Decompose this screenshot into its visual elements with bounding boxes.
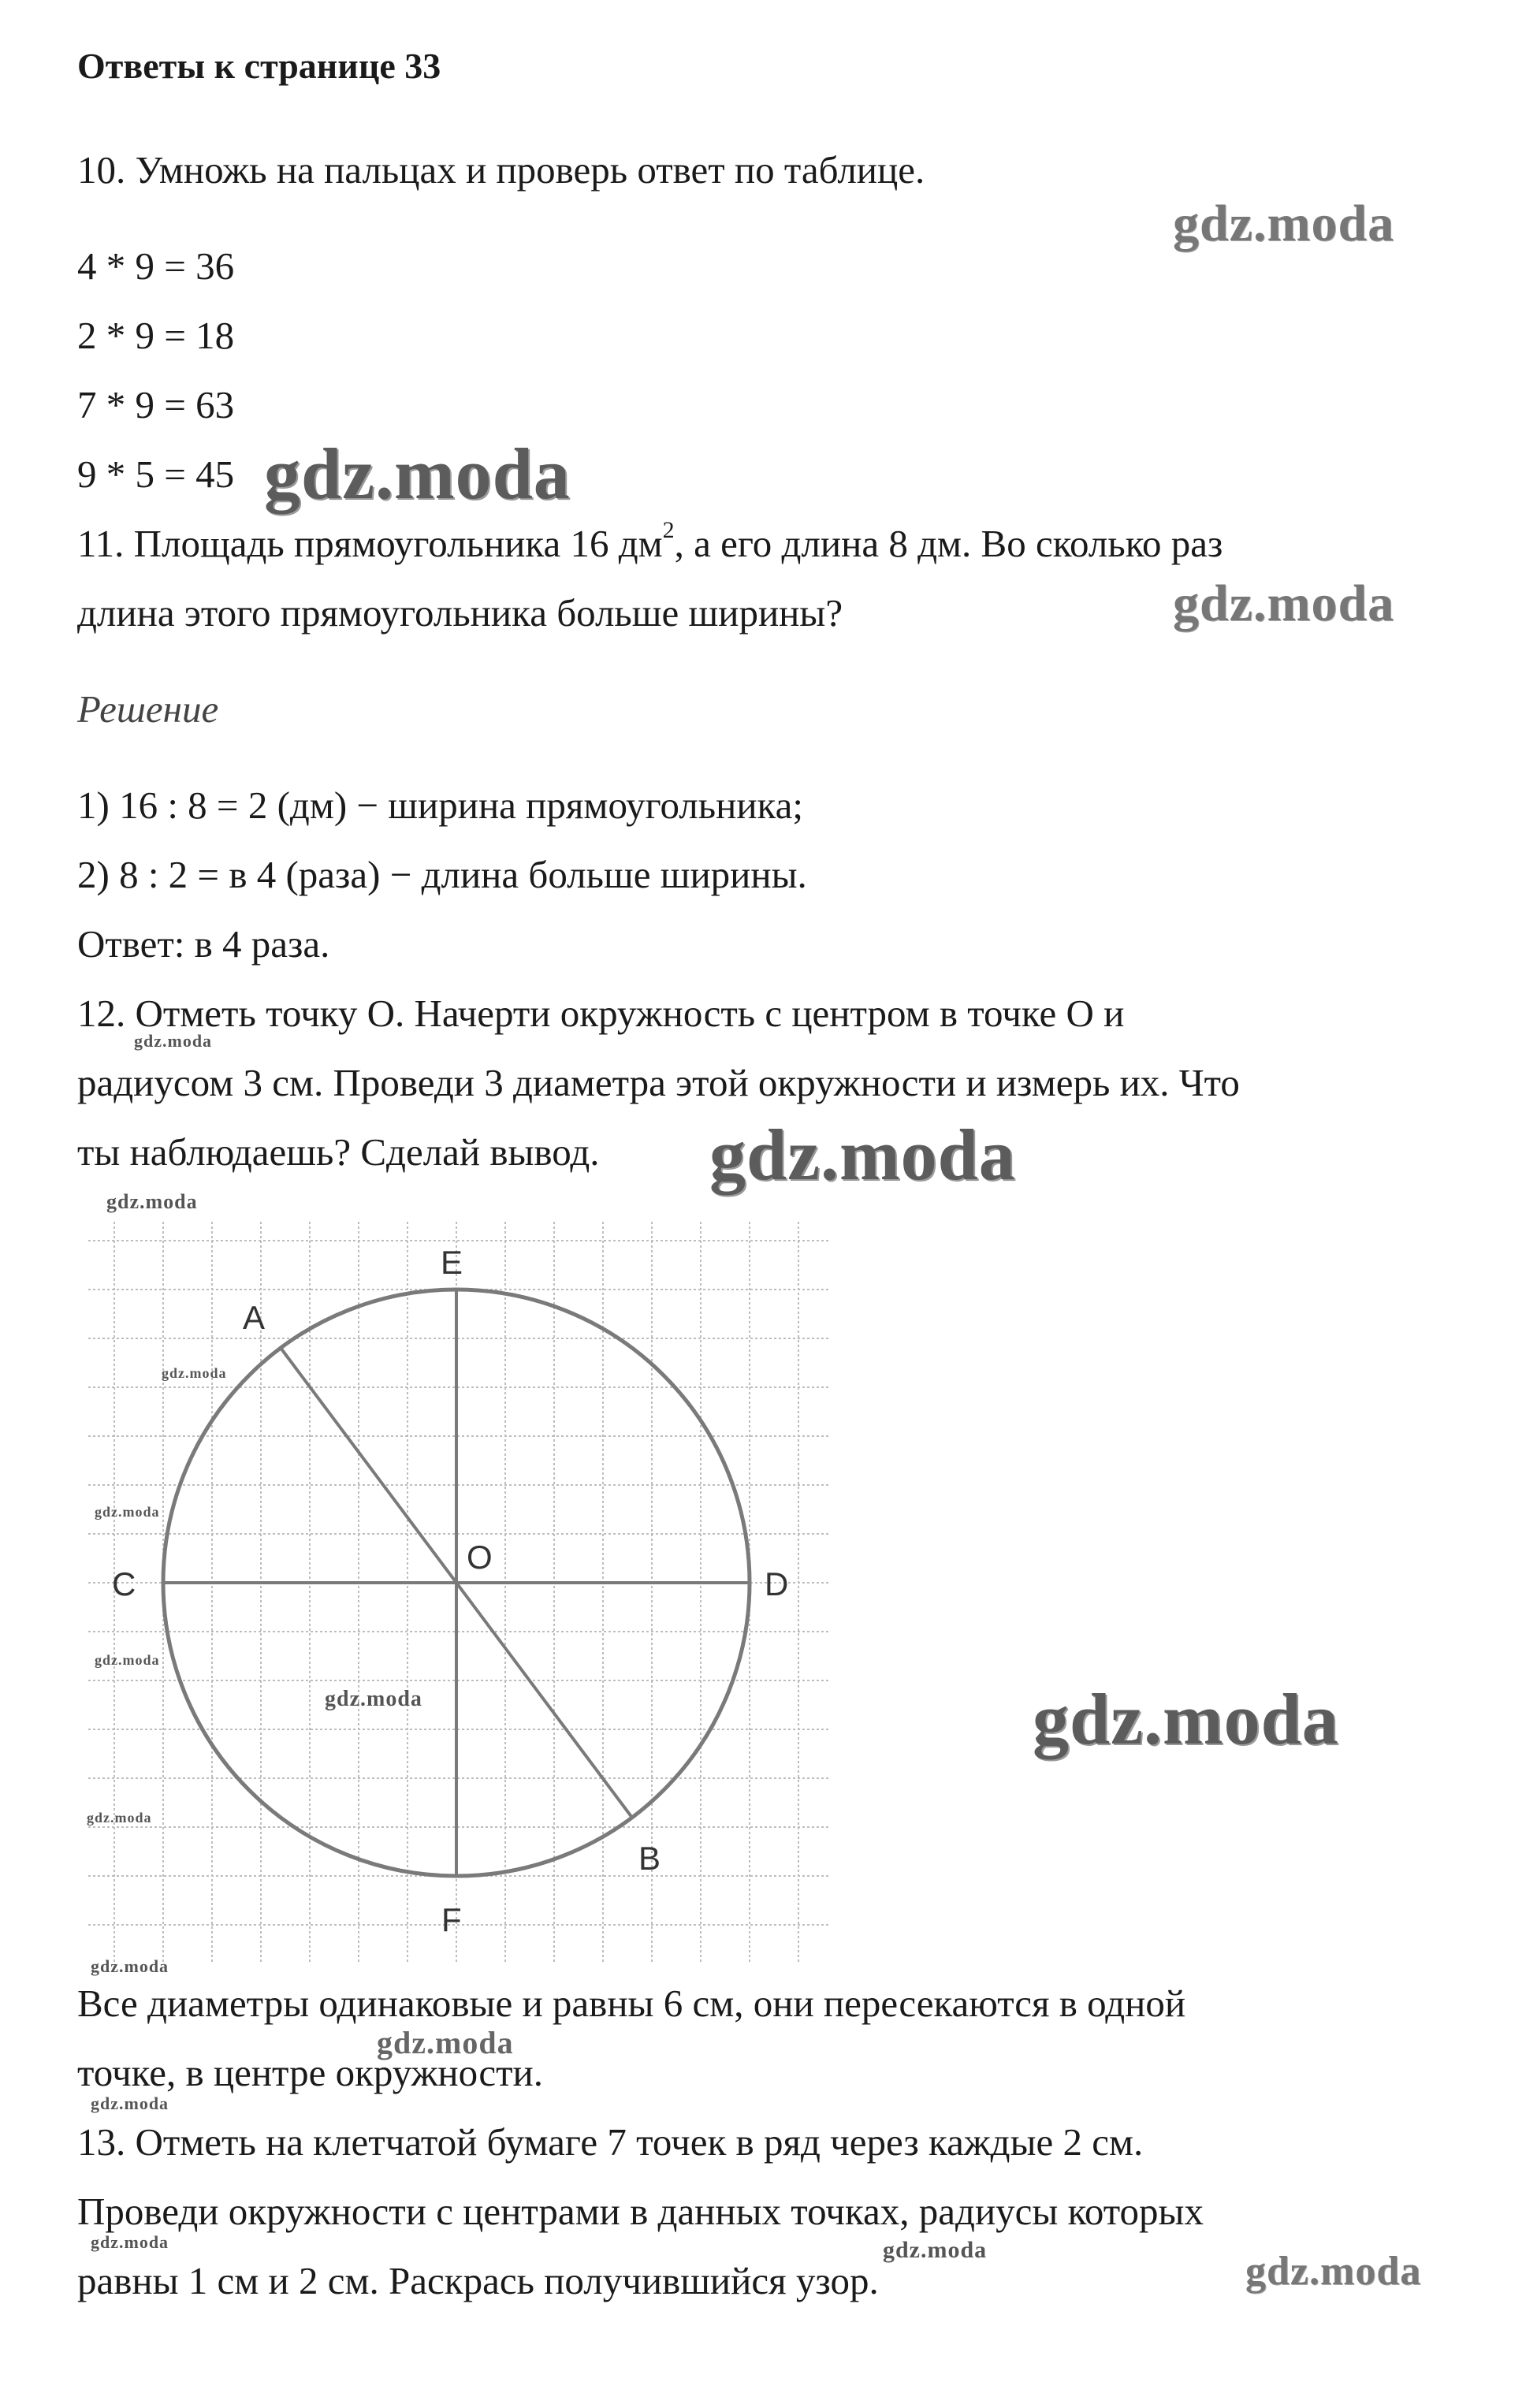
page-title: Ответы к странице 33 <box>77 46 441 86</box>
watermark: gdz.moda <box>264 434 571 514</box>
watermark: gdz.moda <box>87 1810 152 1826</box>
task10-text: 10. Умножь на пальцах и проверь ответ по таблице. <box>77 148 925 192</box>
task12-line-1: 12. Отметь точку О. Начерти окружность с центром в точке О и <box>77 992 1125 1035</box>
watermark: gdz.moda <box>95 1652 160 1668</box>
label-o: O <box>467 1539 493 1576</box>
task11-line-1 <box>77 517 1223 566</box>
task10-equation-2: 2 * 9 = 18 <box>77 314 235 357</box>
watermark: gdz.moda <box>91 2232 169 2252</box>
watermark: gdz.moda <box>1173 195 1395 252</box>
circle-diagram <box>88 1222 829 1963</box>
conclusion-line-1: Все диаметры одинаковые и равны 6 см, они пересекаются в одной <box>77 1982 1186 2025</box>
task12-line-2: радиусом 3 см. Проведи 3 диаметра этой окружности и измерь их. Что <box>77 1061 1240 1104</box>
label-a: A <box>243 1299 266 1336</box>
conclusion-line-2: точке, в центре окружности. <box>77 2051 544 2094</box>
task11-line-1b: , а его длина 8 дм. Во сколько раз <box>674 522 1223 565</box>
watermark: gdz.moda <box>106 1190 198 1213</box>
label-c: C <box>112 1565 136 1602</box>
solution-step-1: 1) 16 : 8 = 2 (дм) − ширина прямоугольника; <box>77 783 803 827</box>
grid-paper <box>88 1222 829 1963</box>
task13-line-1: 13. Отметь на клетчатой бумаге 7 точек в ряд через каждые 2 см. <box>77 2120 1144 2164</box>
task10-equation-1: 4 * 9 = 36 <box>77 244 235 288</box>
watermark: gdz.moda <box>883 2237 988 2263</box>
watermark: gdz.moda <box>162 1365 227 1381</box>
task13-line-3: равны 1 см и 2 см. Раскрась получившийся узор. <box>77 2259 879 2302</box>
superscript-2: 2 <box>662 517 675 543</box>
solution-step-2: 2) 8 : 2 = в 4 (раза) − длина больше ширины. <box>77 853 807 896</box>
task11-line-2: длина этого прямоугольника больше ширины? <box>77 591 843 635</box>
task10-equation-4: 9 * 5 = 45 <box>77 452 235 496</box>
label-e: E <box>441 1244 463 1281</box>
answer: Ответ: в 4 раза. <box>77 922 330 966</box>
watermark: gdz.moda <box>377 2025 514 2060</box>
watermark: gdz.moda <box>709 1115 1016 1195</box>
watermark: gdz.moda <box>1033 1679 1339 1759</box>
watermark: gdz.moda <box>134 1031 213 1051</box>
watermark: gdz.moda <box>1245 2249 1422 2294</box>
task11-line-1a: 11. Площадь прямоугольника 16 дм <box>77 522 663 565</box>
watermark: gdz.moda <box>1173 575 1395 632</box>
label-b: B <box>638 1840 661 1877</box>
label-f: F <box>441 1901 462 1938</box>
task13-line-2: Проведи окружности с центрами в данных точках, радиусы которых <box>77 2190 1204 2233</box>
label-d: D <box>765 1565 789 1602</box>
task12-line-3: ты наблюдаешь? Сделай вывод. <box>77 1130 600 1174</box>
watermark: gdz.moda <box>325 1687 422 1711</box>
watermark: gdz.moda <box>91 2094 169 2113</box>
watermark: gdz.moda <box>95 1504 160 1520</box>
solution-label: Решение <box>77 687 219 731</box>
task10-equation-3: 7 * 9 = 63 <box>77 383 235 426</box>
watermark: gdz.moda <box>91 1956 169 1976</box>
